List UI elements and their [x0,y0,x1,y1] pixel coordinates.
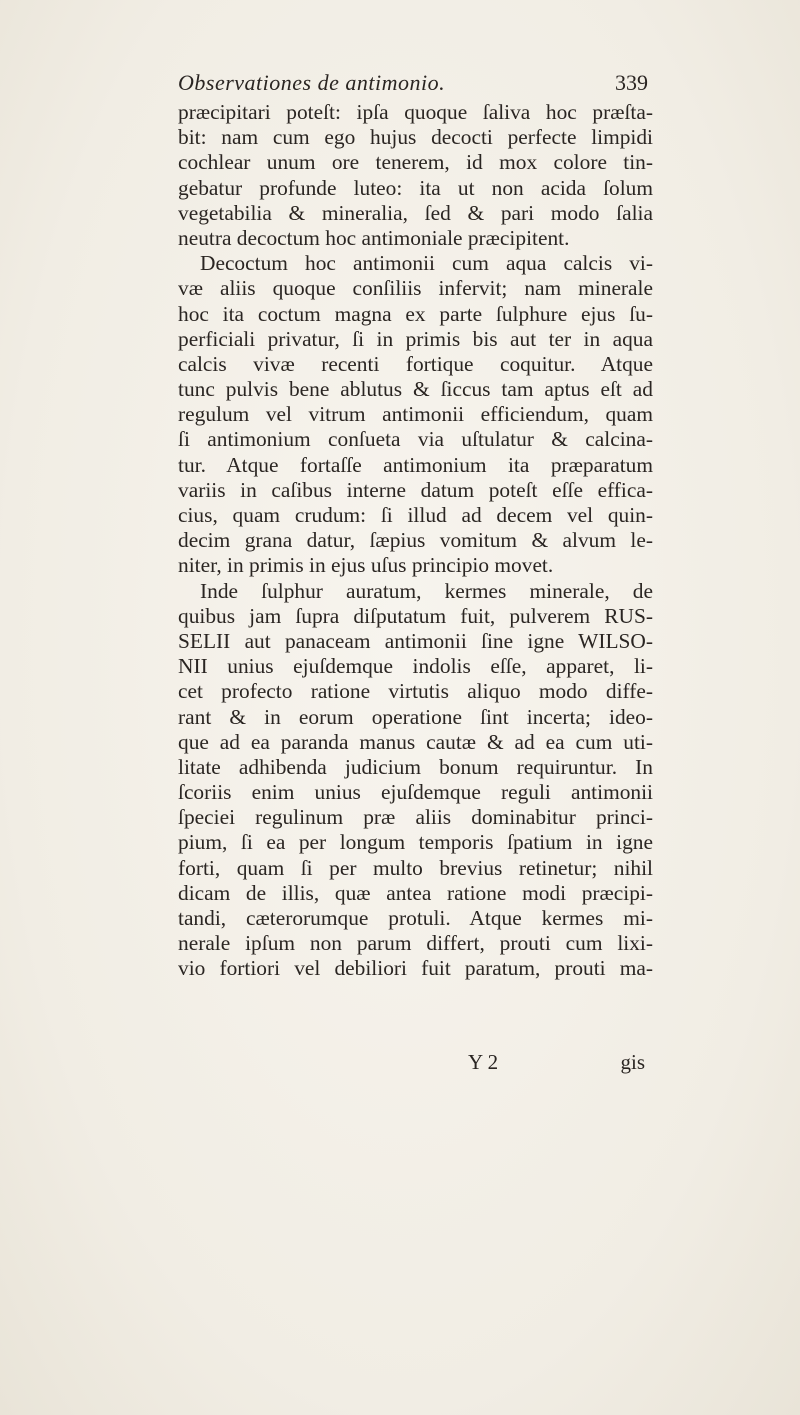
catchword: gis [620,1050,645,1074]
text-line: hoc ita coctum magna ex parte ſulphure ejus ſu- [178,301,653,326]
signature-mark: Y 2 [468,1050,499,1074]
text-line: SELII aut panaceam antimonii ſine igne WILSO- [178,628,653,653]
text-line: cius, quam crudum: ſi illud ad decem vel quin- [178,503,653,527]
text-line: forti, quam ſi per multo brevius retinetur; nihil [178,855,653,880]
running-head: Observationes de antimonio. [178,70,446,95]
text-line: quibus jam ſupra diſputatum fuit, pulverem RUS- [178,603,653,628]
text-line: cochlear unum ore tenerem, id mox colore tin- [178,150,653,175]
main-text [178,100,653,982]
text-line: rant & in eorum operatione ſint incerta; ideo- [178,704,653,729]
text-line: tunc pulvis bene ablutus & ſiccus tam aptus eſt ad [178,377,653,402]
text-line: nerale ipſum non parum differt, prouti cum lixi- [178,931,653,956]
page-number: 339 [615,70,648,95]
text-line: cet profecto ratione virtutis aliquo modo diffe- [178,679,653,704]
text-line: ſi antimonium conſueta via uſtulatur & calcina- [178,427,653,452]
text-line: vegetabilia & mineralia, ſed & pari modo ſalia [178,200,653,225]
text-line: ſcoriis enim unius ejuſdemque reguli antimonii [178,780,653,805]
text-line: que ad ea paranda manus cautæ & ad ea cum uti- [178,729,653,754]
text-line: præcipitari poteſt: ipſa quoque ſaliva hoc præſta- [178,100,653,124]
page-header [178,70,648,100]
text-line: gebatur profunde luteo: ita ut non acida ſolum [178,175,653,200]
text-line: regulum vel vitrum antimonii efficiendum, quam [178,402,653,427]
text-line: niter, in primis in ejus uſus principio movet. [178,553,554,578]
page-footer [178,1050,653,1076]
text-line: decim grana datur, ſæpius vomitum & alvum le- [178,528,653,553]
text-line: Decoctum hoc antimonii cum aqua calcis vi- [200,251,653,276]
text-line: tandi, cæterorumque protuli. Atque kermes mi- [178,906,653,930]
text-line: NII unius ejuſdemque indolis eſſe, apparet, li- [178,654,653,679]
text-line: litate adhibenda judicium bonum requiruntur. In [178,754,653,779]
text-line: vio fortiori vel debiliori fuit paratum, prouti ma- [178,956,653,981]
text-line: væ aliis quoque conſiliis infervit; nam minerale [178,276,653,301]
text-line: perficiali privatur, ſi in primis bis aut ter in aqua [178,326,653,351]
text-line: pium, ſi ea per longum temporis ſpatium in igne [178,830,653,855]
text-line: Inde ſulphur auratum, kermes minerale, de [200,578,653,603]
text-line: ſpeciei regulinum præ aliis dominabitur princi- [178,805,653,830]
text-line: variis in caſibus interne datum poteſt eſſe effica- [178,477,653,502]
text-line: calcis vivæ recenti fortique coquitur. Atque [178,351,653,376]
text-line: bit: nam cum ego hujus decocti perfecte limpidi [178,125,653,150]
text-line: dicam de illis, quæ antea ratione modi præcipi- [178,880,653,905]
text-line: tur. Atque fortaſſe antimonium ita præparatum [178,452,653,477]
text-line: neutra decoctum hoc antimoniale præcipitent. [178,225,570,250]
